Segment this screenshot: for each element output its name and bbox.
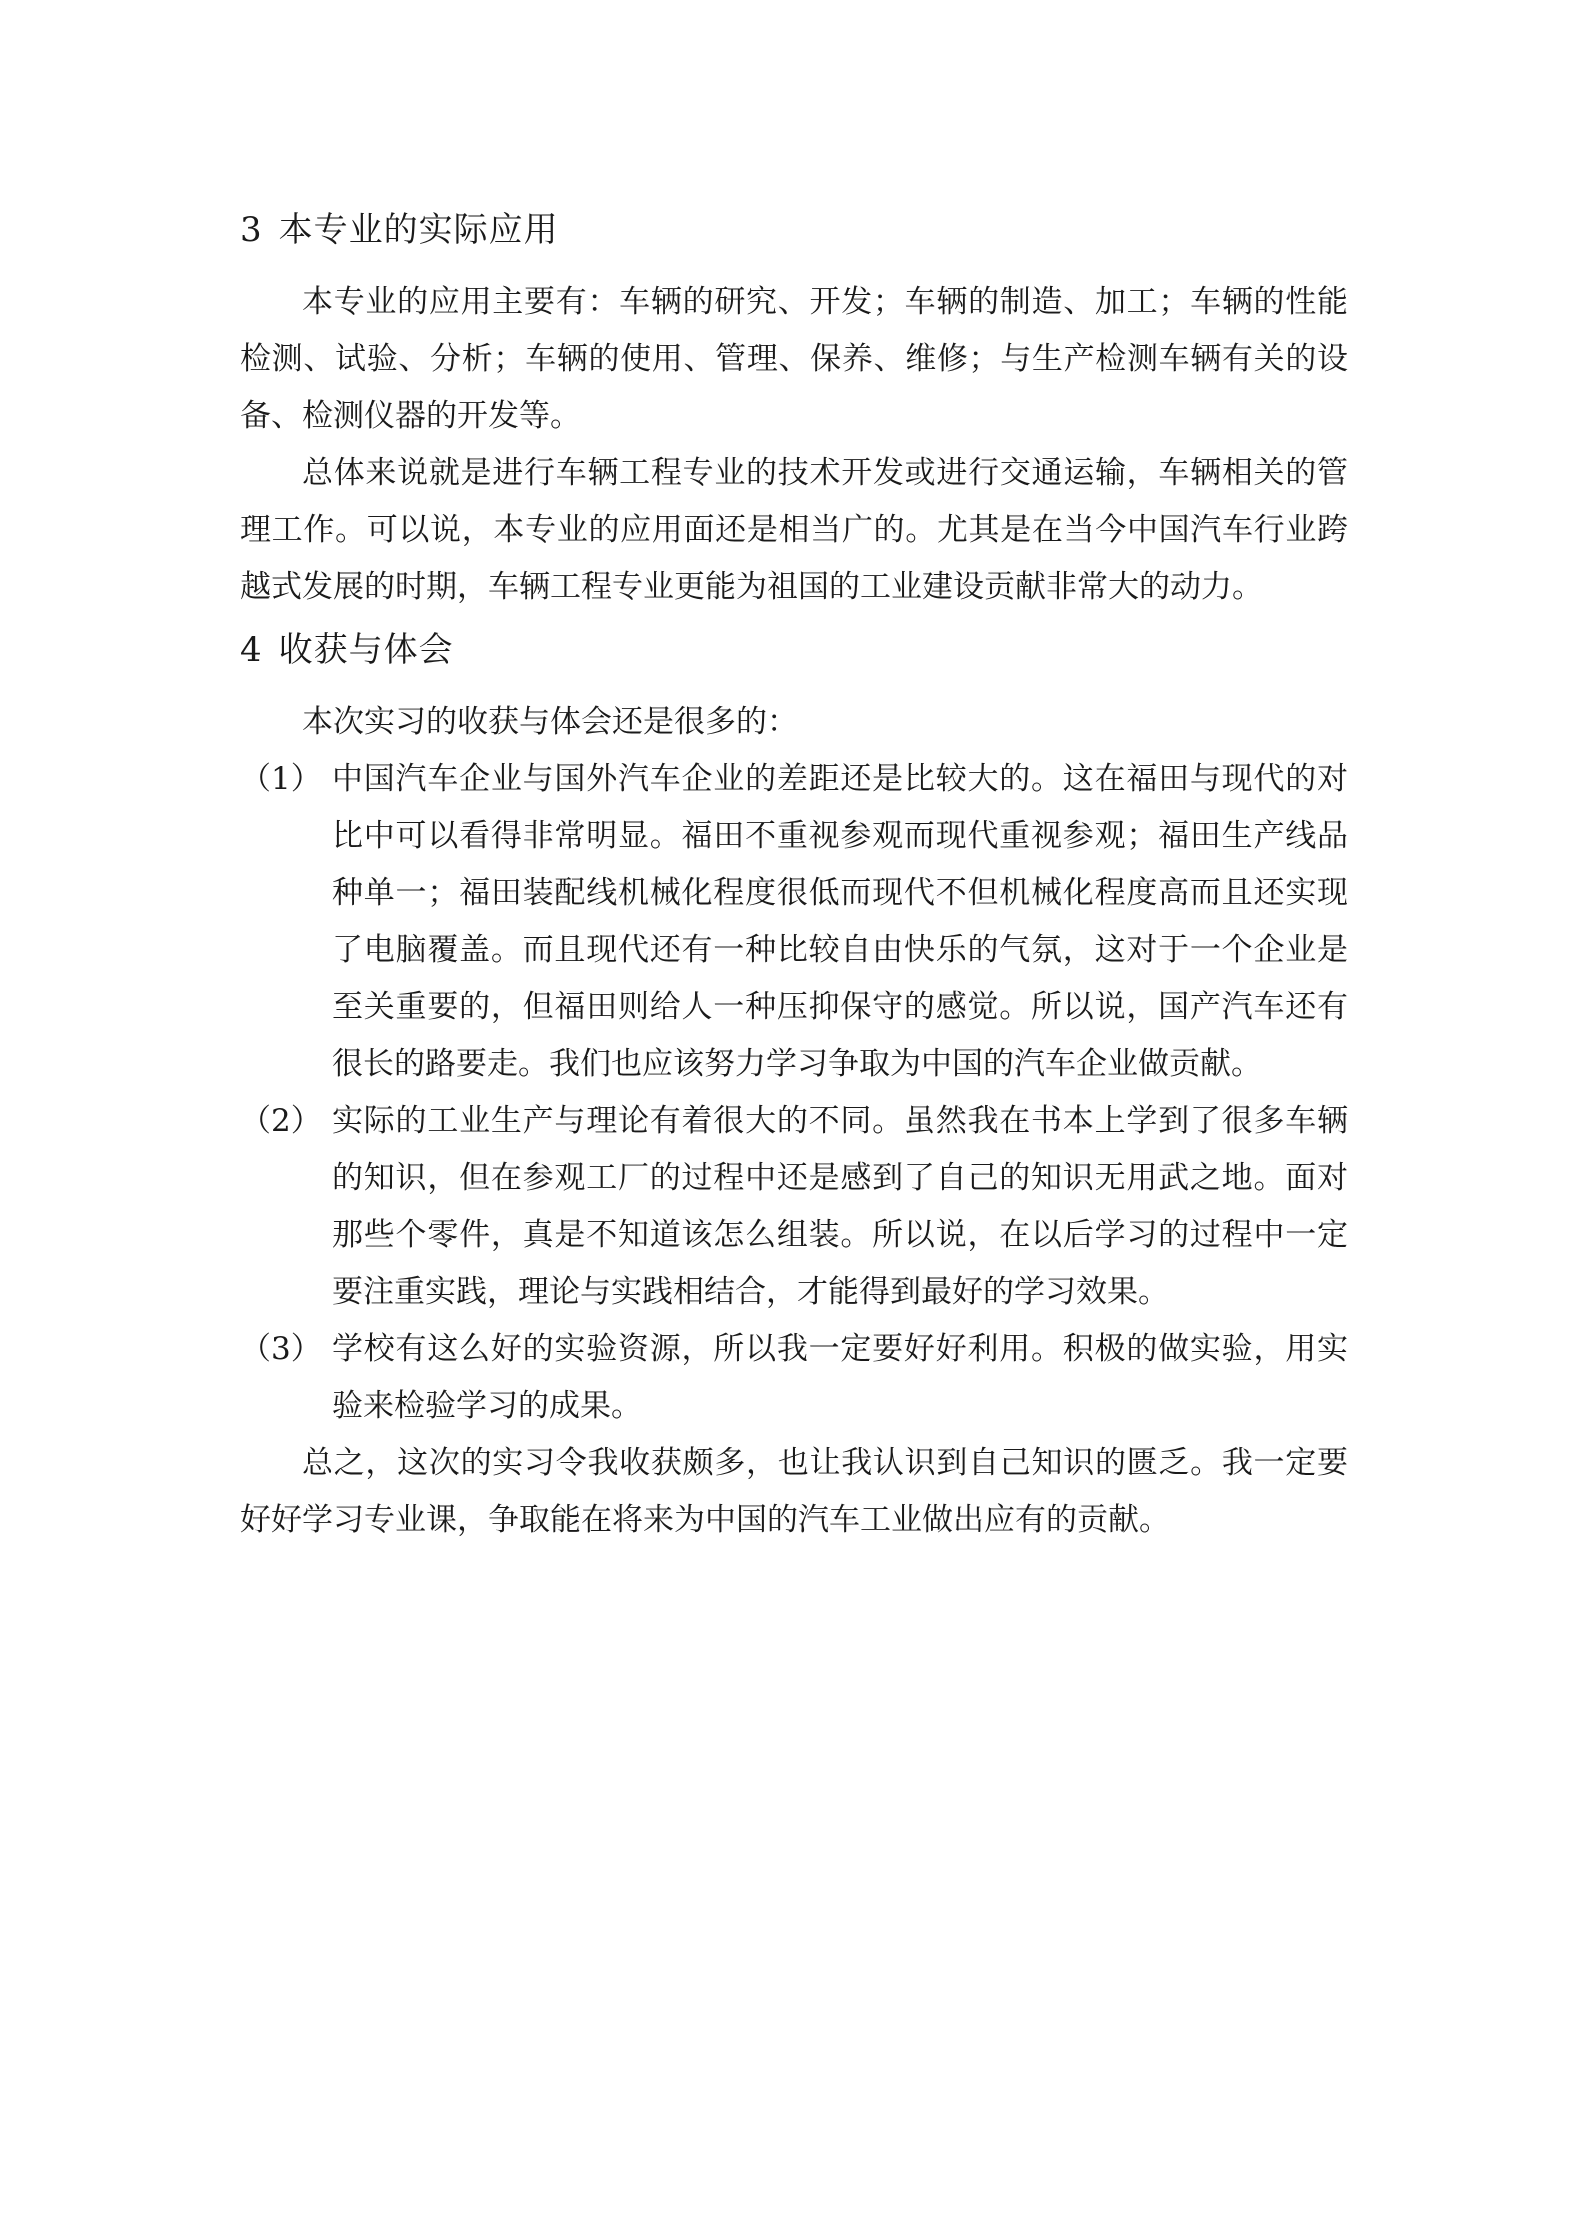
list-item [240, 1093, 1348, 1321]
list-item-text: 实际的工业生产与理论有着很大的不同。虽然我在书本上学到了很多车辆的知识，但在参观工厂的过程中还是感到了自己的知识无用武之地。面对那些个零件，真是不知道该怎么组装。所以说，在以后学习的过程中一定要注重实践，理论与实践相结合，才能得到最好的学习效果。 [332, 1103, 1348, 1310]
list-marker: （3） [240, 1331, 322, 1367]
harvest-list [240, 751, 1348, 1435]
list-item-text: 中国汽车企业与国外汽车企业的差距还是比较大的。这在福田与现代的对比中可以看得非常明显。福田不重视参观而现代重视参观；福田生产线品种单一；福田装配线机械化程度很低而现代不但机械化程度高而且还实现了电脑覆盖。而且现代还有一种比较自由快乐的气氛，这对于一个企业是至关重要的，但福田则给人一种压抑保守的感觉。所以说，国产汽车还有很长的路要走。我们也应该努力学习争取为中国的汽车企业做贡献。 [332, 761, 1348, 1082]
section-4-heading [240, 620, 1348, 680]
section-3-heading [240, 200, 1348, 260]
list-marker: （1） [240, 761, 322, 797]
list-item [240, 1321, 1348, 1435]
section-4-conclusion: 总之，这次的实习令我收获颇多，也让我认识到自己知识的匮乏。我一定要好好学习专业课，争取能在将来为中国的汽车工业做出应有的贡献。 [240, 1445, 1348, 1538]
list-item [240, 751, 1348, 1093]
list-marker: （2） [240, 1103, 322, 1139]
section-3-paragraph-1: 本专业的应用主要有：车辆的研究、开发；车辆的制造、加工；车辆的性能检测、试验、分析；车辆的使用、管理、保养、维修；与生产检测车辆有关的设备、检测仪器的开发等。 [240, 284, 1348, 434]
section-3-paragraph-2: 总体来说就是进行车辆工程专业的技术开发或进行交通运输，车辆相关的管理工作。可以说，本专业的应用面还是相当广的。尤其是在当今中国汽车行业跨越式发展的时期，车辆工程专业更能为祖国的工业建设贡献非常大的动力。 [240, 455, 1348, 605]
section-3-title: 本专业的实际应用 [278, 210, 559, 250]
list-item-text: 学校有这么好的实验资源，所以我一定要好好利用。积极的做实验，用实验来检验学习的成果。 [332, 1331, 1348, 1424]
section-3-number: 3 [240, 210, 263, 250]
section-4-number: 4 [240, 630, 263, 670]
document-body [240, 200, 1348, 1549]
section-4-title: 收获与体会 [278, 630, 454, 670]
section-4-intro: 本次实习的收获与体会还是很多的： [302, 704, 798, 740]
